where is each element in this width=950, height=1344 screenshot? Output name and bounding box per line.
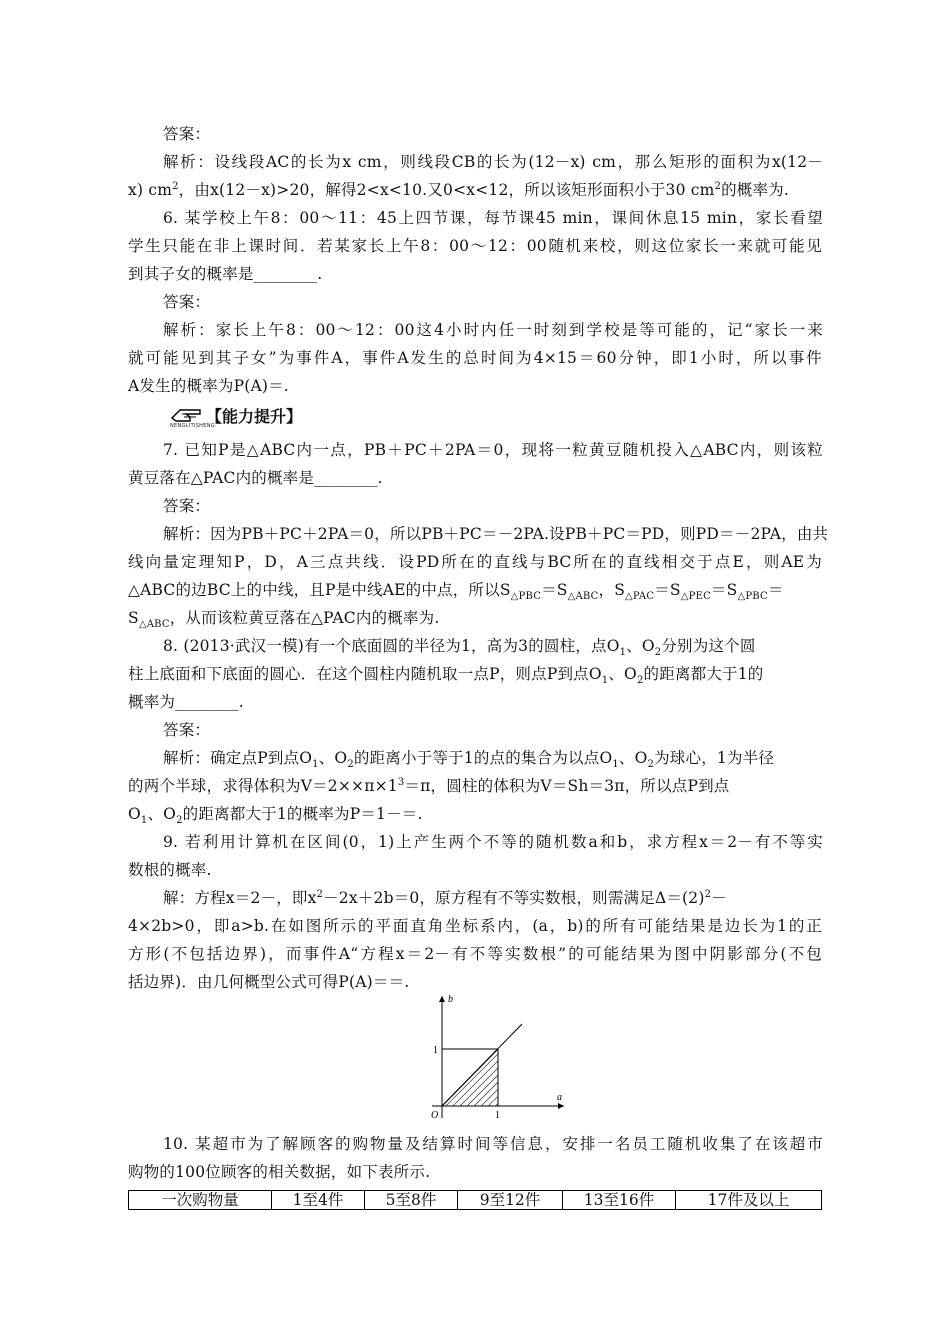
q9-solution-line1: 解：方程x＝2－，即$x^2-2x+2b=0$，原方程有不等实数根，则需满足$\Delta=(2)^2-$ [163, 888, 727, 907]
q6-analysis-line1: 解析：家长上午8：00～12：00这4小时内任一时刻到学校是等可能的，记“家长一来 [163, 321, 823, 339]
table-header-cell: 13至16件 [563, 1191, 676, 1210]
tick-label-y1: 1 [433, 1045, 438, 1056]
q8-analysis-line1: 解析：确定点P到点$O_1$、$O_2$的距离小于等于1的点的集合为以点$O_1$、$O_2$为球心，1为半径 [163, 749, 775, 771]
q6-question-line2: 学生只能在非上课时间．若某家长上午8：00～12：00随机来校，则这位家长一来就可能见 [128, 237, 822, 255]
purchase-table [128, 1190, 822, 1210]
y-axis-arrow [439, 996, 445, 1002]
q9-solution-line4: 括边界)．由几何概型公式可得P(A)＝＝. [128, 973, 410, 991]
origin-label: O [431, 1110, 439, 1121]
q8-question-line1: 8. (2013·武汉一模)有一个底面圆的半径为1，高为3的圆柱，点$O_1$、$O_2$分别为这个圆 [163, 637, 756, 659]
q6-analysis-line2: 就可能见到其子女”为事件A，事件A发生的总时间为4×15＝60分钟，即1小时，所以事件 [128, 349, 822, 367]
q9-solution-line3: 方形(不包括边界)，而事件A“方程x＝2－有不等实数根”的可能结果为图中阴影部分(不包 [128, 945, 822, 963]
q6-question-line3: 到其子女的概率是________. [128, 265, 323, 283]
table-header-cell: 9至12件 [458, 1191, 563, 1210]
q6-question-line1: 6. 某学校上午8：00～11：45上四节课，每节课45 min，课间休息15 min，家长看望 [163, 209, 823, 227]
q7-analysis-line3: △ABC的边BC上的中线，且P是中线AE的中点，所以$S_{\triangle PBC}=S_{\triangle ABC}$，$S_{\triangle PAC}=S_{\triangle PEC}=S_{\triangle PBC}=$ [128, 581, 784, 603]
q7-analysis-line2: 线向量定理知P，D，A三点共线．设PD所在的直线与BC所在的直线相交于点E，则AE为 [128, 553, 822, 571]
table-header-cell: 一次购物量 [129, 1191, 272, 1210]
q7-answer: 答案： [163, 497, 211, 515]
table-header-cell: 5至8件 [365, 1191, 458, 1210]
q5-answer: 答案： [163, 125, 211, 143]
table-header-row [129, 1191, 822, 1210]
q9-question-line1: 9. 若利用计算机在区间(0，1)上产生两个不等的随机数a和b，求方程x＝2－有不等实 [163, 833, 823, 851]
q8-question-line2: 柱上底面和下底面的圆心．在这个圆柱内随机取一点P，则点P到点$O_1$、$O_2$的距离都大于1的 [128, 665, 764, 687]
q9-solution-line2: 4×2b>0，即a>b.在如图所示的平面直角坐标系内，(a，b)的所有可能结果是边长为1的正 [128, 917, 822, 935]
q6-analysis-line3: A发生的概率为P(A)＝. [128, 377, 289, 395]
q8-answer: 答案： [163, 721, 211, 739]
x-axis-arrow [558, 1103, 564, 1109]
q7-analysis-line4: $S_{\triangle ABC}$，从而该粒黄豆落在△PAC内的概率为. [128, 609, 440, 631]
q9-question-line2: 数根的概率. [128, 861, 212, 879]
q10-question-line1: 10. 某超市为了解顾客的购物量及结算时间等信息，安排一名员工随机收集了在该超市 [163, 1135, 823, 1153]
q7-question-line1: 7. 已知P是△ABC内一点，PB＋PC＋2PA＝0，现将一粒黄豆随机投入△ABC内，则该粒 [163, 441, 823, 459]
axis-label-b: b [448, 994, 453, 1005]
q7-question-line2: 黄豆落在△PAC内的概率是________. [128, 469, 383, 487]
q10-question-line2: 购物的100位顾客的相关数据，如下表所示. [128, 1163, 431, 1181]
q5-analysis-line2: x) $cm^2$，由x(12－x)>20，解得2<x<10.又0<x<12，所以该矩形面积小于30 $cm^2$的概率为. [128, 180, 790, 199]
probability-square-figure [418, 992, 568, 1134]
table-header-cell: 1至4件 [272, 1191, 365, 1210]
q7-analysis-line1: 解析：因为PB＋PC＋2PA＝0，所以PB＋PC＝－2PA.设PB＋PC＝PD，则PD＝－2PA，由共 [163, 525, 829, 543]
q5-analysis-line1: 解析：设线段AC的长为x cm，则线段CB的长为(12－x) cm，那么矩形的面积为x(12－ [163, 153, 823, 171]
q8-analysis-line2: 的两个半球，求得体积为$V=2\times\times\pi\times 1^3=\pi$，圆柱的体积为V＝Sh＝3π，所以点P到点 [128, 776, 730, 795]
tick-label-x1: 1 [495, 1110, 500, 1121]
section-badge-text: NENGLITISHENG [170, 423, 215, 429]
section-title: 【能力提升】 [206, 407, 303, 426]
q8-question-line3: 概率为________. [128, 693, 244, 711]
table-header-cell: 17件及以上 [676, 1191, 822, 1210]
q6-answer: 答案： [163, 293, 211, 311]
q8-analysis-line3: $O_1$、$O_2$的距离都大于1的概率为P＝1－＝. [128, 805, 423, 827]
axis-label-a: a [557, 1092, 562, 1103]
